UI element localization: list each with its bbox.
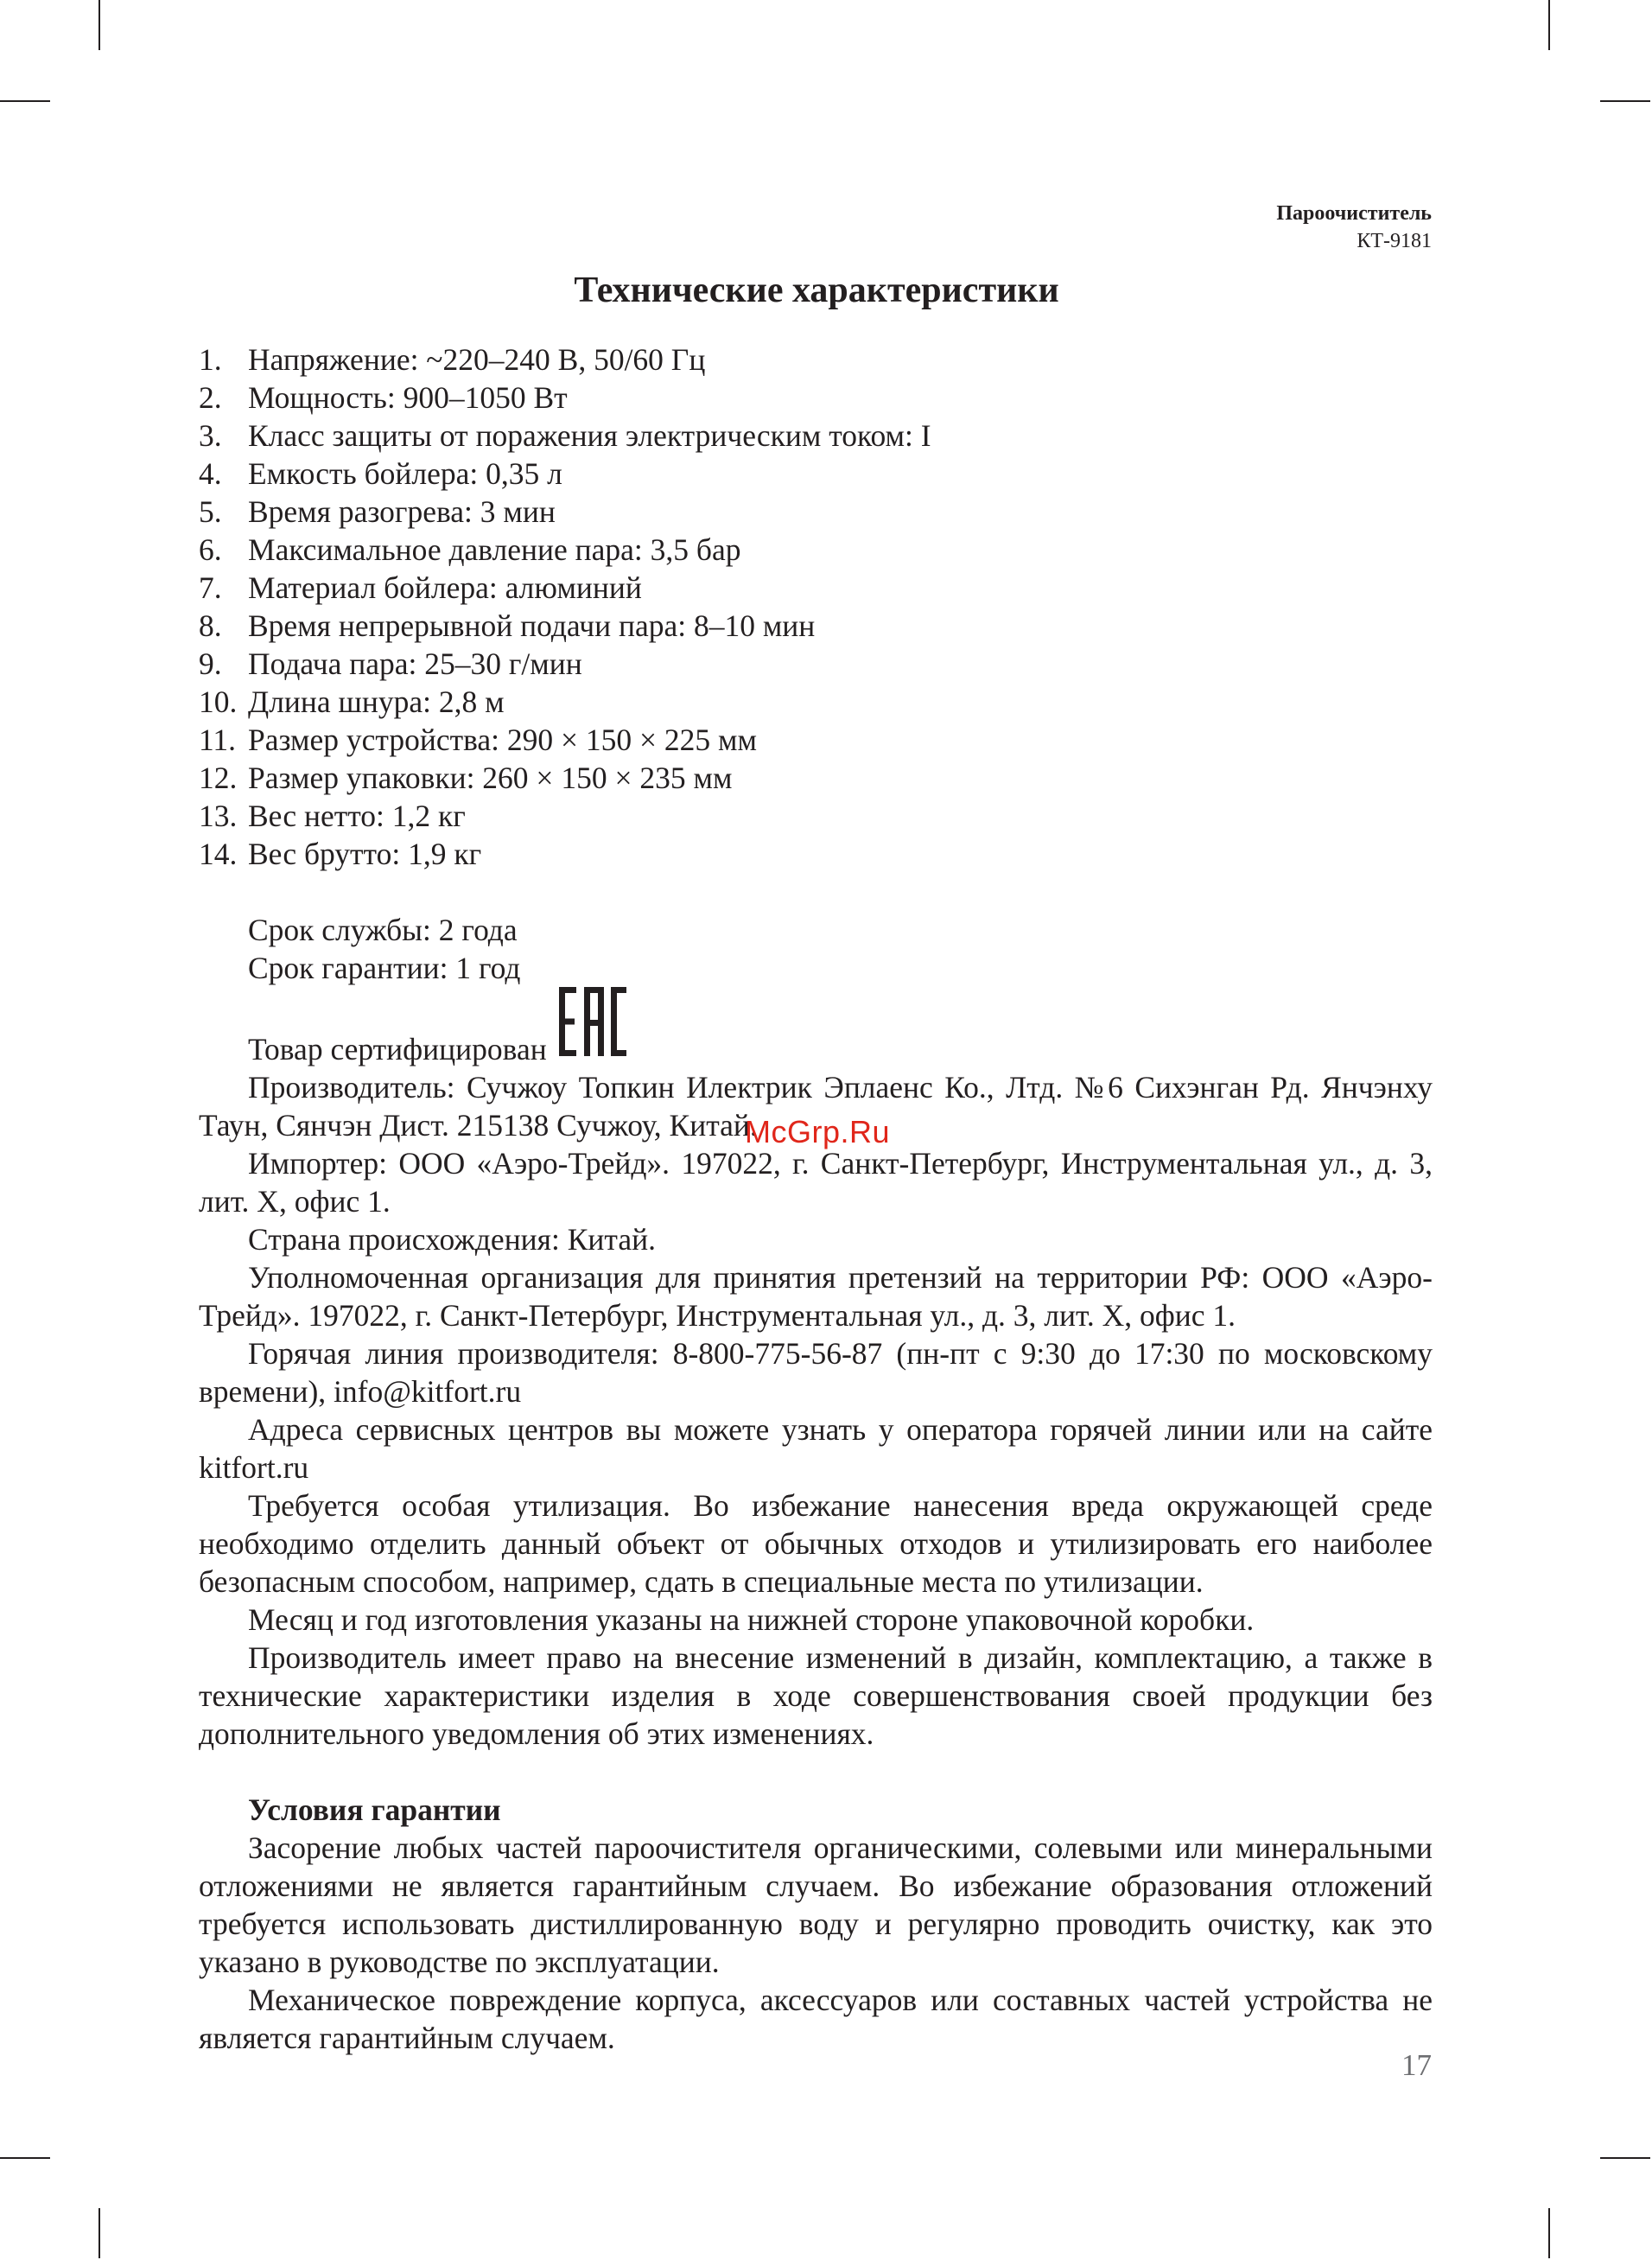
spec-item: 3. Класс защиты от поражения электрическим током: I bbox=[199, 418, 931, 453]
info-section bbox=[199, 911, 1433, 1753]
manufacture-date-note: Месяц и год изготовления указаны на нижней стороне упаковочной коробки. bbox=[248, 1602, 1255, 1637]
service-centers: Адреса сервисных центров вы можете узнать у оператора горячей линии или на сайте kitfort.ru bbox=[199, 1412, 1433, 1485]
crop-mark-bottom-left bbox=[98, 2208, 100, 2258]
spec-item: 10. Длина шнура: 2,8 м bbox=[199, 684, 505, 719]
spec-item: 1. Напряжение: ~220–240 В, 50/60 Гц bbox=[199, 342, 706, 377]
changes-notice: Производитель имеет право на внесение изменений в дизайн, комплектацию, а также в технические характеристики изделия в ходе совершенствования своей продукции без дополнительного уведомления об этих изменениях. bbox=[199, 1640, 1433, 1751]
importer: Импортер: ООО «Аэро-Трейд». 197022, г. Санкт-Петербург, Инструментальная ул., д. 3, лит. Х, офис 1. bbox=[199, 1146, 1433, 1219]
spec-item: 6. Максимальное давление пара: 3,5 бар bbox=[199, 532, 741, 567]
product-name: Пароочиститель bbox=[1276, 202, 1432, 225]
spec-item: 11. Размер устройства: 290 × 150 × 225 мм bbox=[199, 723, 757, 757]
country-of-origin: Страна происхождения: Китай. bbox=[248, 1222, 657, 1257]
crop-mark-top-right bbox=[1548, 0, 1550, 50]
crop-mark-right-bottom bbox=[1600, 2157, 1650, 2159]
service-life: Срок службы: 2 года bbox=[248, 913, 518, 947]
manufacturer: Производитель: Сучжоу Топкин Илектрик Эплаенс Ко., Лтд. №6 Сихэнган Рд. Янчэнху Таун, Сянчэн Дист. 215138 Сучжоу, Китай. bbox=[199, 1070, 1433, 1143]
watermark: McGrp.Ru bbox=[745, 1114, 891, 1149]
certification-row bbox=[199, 987, 1433, 1068]
crop-mark-left-bottom bbox=[0, 2157, 50, 2159]
crop-mark-left-top bbox=[0, 100, 50, 102]
eac-logo-icon bbox=[559, 987, 626, 1065]
spec-item: 12. Размер упаковки: 260 × 150 × 235 мм bbox=[199, 761, 733, 795]
crop-mark-bottom-right bbox=[1548, 2208, 1550, 2258]
crop-mark-right-top bbox=[1600, 100, 1650, 102]
spec-item: 2. Мощность: 900–1050 Вт bbox=[199, 380, 568, 415]
product-model: КТ-9181 bbox=[1357, 230, 1432, 252]
warranty-paragraph-1: Засорение любых частей пароочистителя органическими, солевыми или минеральными отложениями не является гарантийным случаем. Во избежание образования отложений требуется использовать дистиллированную воду и регулярно проводить очистку, как это указано в руководстве по эксплуатации. bbox=[199, 1830, 1433, 1979]
disposal-notice: Требуется особая утилизация. Во избежание нанесения вреда окружающей среде необходимо отделить данный объект от обычных отходов и утилизировать его наиболее безопасным способом, например, сдать в специальные места по утилизации. bbox=[199, 1488, 1433, 1599]
spec-item: 5. Время разогрева: 3 мин bbox=[199, 494, 556, 529]
spec-item: 13. Вес нетто: 1,2 кг bbox=[199, 799, 466, 833]
certified-text: Товар сертифицирован bbox=[248, 1032, 547, 1066]
warranty-title: Условия гарантии bbox=[248, 1792, 501, 1827]
page-number: 17 bbox=[1401, 2048, 1432, 2082]
hotline: Горячая линия производителя: 8-800-775-56-87 (пн-пт с 9:30 до 17:30 по московскому времени), info@kitfort.ru bbox=[199, 1336, 1433, 1409]
spec-item: 9. Подача пара: 25–30 г/мин bbox=[199, 646, 582, 681]
warranty-paragraph-2: Механическое повреждение корпуса, аксессуаров или составных частей устройства не является гарантийным случаем. bbox=[199, 1983, 1433, 2055]
crop-mark-top-left bbox=[98, 0, 100, 50]
spec-item: 4. Емкость бойлера: 0,35 л bbox=[199, 456, 562, 491]
page-content bbox=[199, 341, 1433, 2057]
warranty-period: Срок гарантии: 1 год bbox=[248, 951, 521, 985]
spec-item: 7. Материал бойлера: алюминий bbox=[199, 570, 642, 605]
spec-item: 8. Время непрерывной подачи пара: 8–10 мин bbox=[199, 608, 816, 643]
spec-list bbox=[199, 341, 1433, 873]
spec-item: 14. Вес брутто: 1,9 кг bbox=[199, 837, 482, 871]
authorized-organization: Уполномоченная организация для принятия претензий на территории РФ: ООО «Аэро-Трейд». 197022, г. Санкт-Петербург, Инструментальная ул., д. 3, лит. Х, офис 1. bbox=[199, 1260, 1433, 1333]
page-title: Технические характеристики bbox=[574, 271, 1059, 310]
running-header bbox=[1276, 200, 1432, 255]
